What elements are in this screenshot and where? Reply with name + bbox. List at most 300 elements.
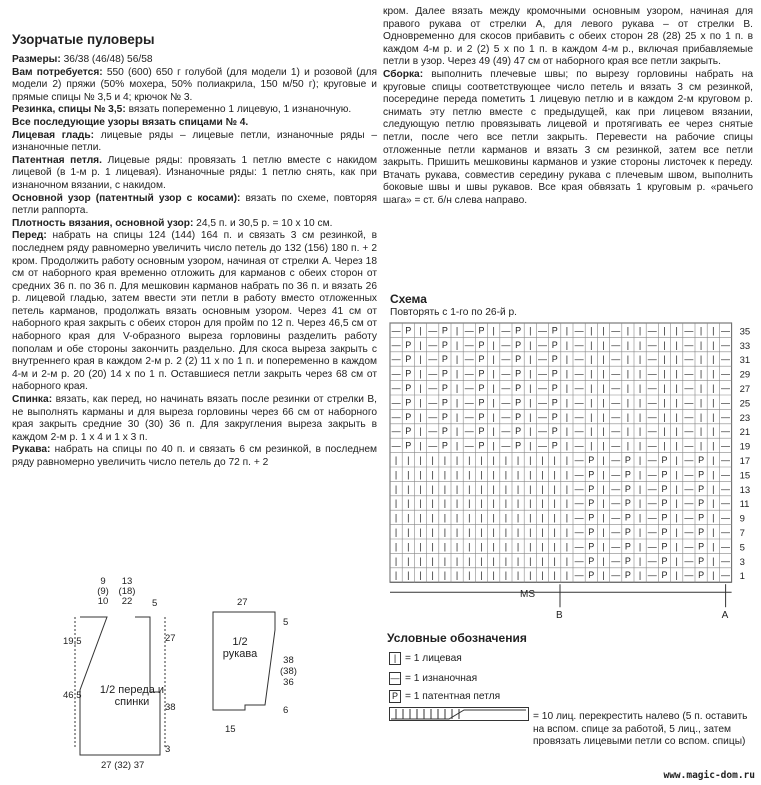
chart-symbol: — [647, 383, 657, 393]
chart-symbol: | [553, 527, 556, 537]
chart-symbol: | [419, 440, 422, 451]
chart-symbol: | [553, 555, 556, 566]
chart-symbol: | [638, 339, 642, 350]
chart-symbol: | [675, 411, 678, 422]
chart-symbol: — [684, 483, 694, 494]
chart-symbol: — [684, 383, 694, 393]
chart-symbol: — [464, 354, 474, 365]
chart-symbol: | [455, 383, 459, 393]
chart-symbol: | [602, 512, 605, 523]
patent-symbol: P [389, 690, 401, 703]
chart-symbol: — [574, 368, 584, 379]
chart-symbol: — [538, 411, 547, 422]
chart-symbol: | [407, 541, 410, 552]
chart-symbol: | [602, 498, 605, 509]
chart-symbol: | [590, 383, 593, 393]
chart-symbol: P [661, 498, 668, 509]
chart-symbol: — [721, 498, 730, 509]
chart-symbol: — [428, 397, 438, 408]
chart-symbol: P [405, 440, 412, 451]
chart-symbol: P [478, 411, 485, 422]
chart-symbol: | [626, 325, 630, 336]
chart-symbol: P [698, 512, 705, 523]
chart-symbol: P [478, 339, 485, 350]
chart-symbol: — [464, 411, 474, 422]
chart-symbol: — [684, 411, 694, 422]
chart-symbol: | [529, 469, 532, 480]
chart-symbol: — [574, 527, 584, 537]
chart-symbol: | [455, 469, 459, 480]
chart-symbol: — [684, 440, 694, 451]
chart-symbol: | [407, 527, 410, 537]
chart-symbol: P [588, 555, 595, 566]
chart-symbol: | [455, 512, 459, 523]
chart-symbol: P [588, 527, 595, 537]
chart-symbol: | [529, 455, 532, 465]
chart-symbol: — [611, 555, 621, 566]
chart-symbol: | [565, 512, 569, 523]
chart-symbol: | [638, 541, 642, 552]
chart-symbol: P [441, 426, 448, 437]
row-number: 3 [739, 556, 745, 568]
chart-symbol: P [551, 325, 558, 336]
row-number: 27 [739, 384, 751, 395]
chart-symbol: — [538, 325, 547, 336]
chart-symbol: | [492, 368, 495, 379]
chart-symbol: | [407, 512, 410, 523]
row-number: 33 [739, 340, 751, 352]
chart-symbol: — [647, 339, 657, 350]
chart-symbol: — [464, 368, 474, 379]
chart-symbol: | [419, 541, 422, 552]
row-number: 9 [739, 513, 745, 525]
chart-symbol: P [588, 512, 595, 523]
chart-symbol: — [684, 541, 694, 552]
chart-symbol: — [464, 397, 474, 408]
chart-symbol: P [698, 483, 705, 494]
chart-symbol: | [419, 354, 422, 365]
chart-symbol: | [638, 455, 642, 465]
chart-symbol: | [590, 325, 593, 336]
chart-symbol: | [419, 483, 422, 494]
chart-symbol: P [624, 498, 631, 509]
chart-symbol: P [698, 541, 705, 552]
chart-symbol: | [638, 512, 642, 523]
chart-symbol: | [663, 354, 666, 365]
ms-label: MS [520, 589, 535, 601]
chart-symbol: — [501, 354, 511, 365]
knitting-chart [388, 321, 758, 621]
chart-symbol: P [515, 426, 522, 437]
chart-symbol: | [712, 426, 715, 437]
chart-symbol: | [529, 339, 532, 350]
chart-symbol: P [624, 555, 631, 566]
chart-symbol: — [721, 483, 730, 494]
chart-symbol: | [712, 354, 715, 365]
chart-symbol: | [638, 570, 642, 581]
row-number: 13 [739, 484, 751, 496]
chart-symbol: | [565, 426, 569, 437]
purl-symbol: — [390, 673, 400, 683]
chart-symbol: — [611, 397, 621, 408]
chart-symbol: P [478, 354, 485, 365]
chart-symbol: | [419, 455, 422, 465]
chart-symbol: | [529, 555, 532, 566]
chart-symbol: — [464, 440, 474, 451]
paragraph: Размеры: 36/38 (46/48) 56/58 [12, 54, 153, 65]
chart-symbol: | [602, 383, 605, 393]
chart-symbol: | [455, 397, 459, 408]
chart-symbol: | [504, 469, 508, 480]
chart-symbol: P [624, 541, 631, 552]
chart-symbol: P [588, 455, 595, 465]
chart-symbol: P [698, 555, 705, 566]
chart-symbol: | [407, 498, 410, 509]
chart-symbol: | [504, 455, 508, 465]
chart-symbol: P [405, 411, 412, 422]
chart-symbol: — [721, 339, 730, 350]
chart-symbol: — [611, 541, 621, 552]
chart-symbol: | [602, 368, 605, 379]
chart-symbol: | [468, 555, 471, 566]
chart-symbol: | [431, 512, 434, 523]
chart-symbol: | [553, 498, 556, 509]
chart-symbol: | [419, 469, 422, 480]
chart-symbol: — [611, 325, 621, 336]
chart-symbol: | [516, 455, 520, 465]
paragraph: Плотность вязания, основной узор: 24,5 п. и 30,5 р. = 10 х 10 см. [12, 217, 333, 229]
chart-symbol: | [492, 397, 495, 408]
row-number: 29 [739, 369, 751, 381]
chart-symbol: — [647, 498, 657, 509]
chart-symbol: | [663, 426, 666, 437]
chart-symbol: | [529, 383, 532, 393]
chart-symbol: | [455, 541, 459, 552]
chart-symbol: | [699, 383, 703, 393]
chart-symbol: | [675, 469, 678, 480]
chart-symbol: P [441, 383, 448, 393]
chart-symbol: — [684, 455, 694, 465]
chart-symbol: | [394, 541, 398, 552]
chart-symbol: | [492, 383, 495, 393]
chart-symbol: — [428, 411, 438, 422]
chart-symbol: | [663, 368, 666, 379]
left-column [12, 32, 377, 470]
chart-symbol: | [431, 570, 434, 581]
chart-symbol: | [602, 354, 605, 365]
chart-symbol: | [419, 411, 422, 422]
arrow-a-label: A [721, 610, 729, 621]
chart-symbol: P [515, 411, 522, 422]
chart-symbol: — [611, 440, 621, 451]
chart-symbol: | [480, 455, 483, 465]
chart-symbol: — [647, 541, 657, 552]
chart-symbol: | [712, 325, 715, 336]
chart-symbol: | [468, 455, 471, 465]
chart-symbol: | [638, 555, 642, 566]
chart-symbol: | [431, 469, 434, 480]
chart-symbol: | [699, 397, 703, 408]
chart-symbol: P [551, 354, 558, 365]
chart-symbol: P [515, 397, 522, 408]
chart-symbol: — [647, 426, 657, 437]
chart-symbol: | [419, 527, 422, 537]
chart-symbol: — [574, 339, 584, 350]
sleeve-dim-bottom: 15 [225, 724, 236, 735]
chart-symbol: P [515, 440, 522, 451]
chart-symbol: — [464, 325, 474, 336]
chart-symbol: — [721, 368, 730, 379]
chart-symbol: — [574, 555, 584, 566]
chart-symbol: | [565, 397, 569, 408]
chart-symbol: | [407, 570, 410, 581]
chart-symbol: | [675, 339, 678, 350]
chart-symbol: — [574, 541, 584, 552]
chart-symbol: | [626, 440, 630, 451]
chart-symbol: | [602, 397, 605, 408]
chart-symbol: | [529, 541, 532, 552]
chart-symbol: P [698, 527, 705, 537]
chart-symbol: | [602, 411, 605, 422]
chart-symbol: | [516, 512, 520, 523]
chart-symbol: — [611, 426, 621, 437]
sleeve-pattern-diagram [205, 600, 285, 730]
chart-symbol: — [538, 339, 547, 350]
chart-symbol: | [602, 455, 605, 465]
chart-symbol: — [647, 512, 657, 523]
chart-symbol: — [647, 397, 657, 408]
chart-symbol: | [529, 570, 532, 581]
chart-symbol: | [675, 368, 678, 379]
chart-symbol: | [712, 339, 715, 350]
dim-right2: 38 [165, 702, 176, 713]
chart-symbol: | [541, 483, 544, 494]
chart-symbol: | [431, 555, 434, 566]
chart-symbol: — [721, 426, 730, 437]
legend-title: Условные обозначения [387, 631, 527, 645]
chart-symbol: | [431, 455, 434, 465]
chart-symbol: | [504, 541, 508, 552]
sleeve-dim-r5: 6 [283, 705, 289, 716]
chart-symbol: | [504, 498, 508, 509]
chart-symbol: — [391, 411, 401, 422]
chart-symbol: P [661, 527, 668, 537]
chart-symbol: — [684, 397, 694, 408]
chart-symbol: | [468, 541, 471, 552]
chart-symbol: — [647, 368, 657, 379]
assembly-paragraph [383, 69, 753, 208]
chart-symbol: | [590, 426, 593, 437]
sleeve-label: 1/2 рукава [222, 636, 258, 660]
chart-symbol: | [602, 469, 605, 480]
chart-symbol: P [441, 440, 448, 451]
chart-symbol: | [480, 469, 483, 480]
chart-symbol: — [721, 541, 730, 552]
chart-symbol: | [480, 527, 483, 537]
chart-symbol: — [611, 498, 621, 509]
chart-symbol: | [565, 570, 569, 581]
chart-symbol: | [516, 570, 520, 581]
chart-symbol: P [405, 354, 412, 365]
chart-symbol: | [529, 498, 532, 509]
chart-symbol: | [626, 339, 630, 350]
chart-symbol: P [478, 440, 485, 451]
paragraph: Вам потребуется: 550 (600) 650 г голубой (для модели 1) и розовой (для модели 2) пряжи (50% мохера, 50% полиакрила, 150 м/50 г); круговые и прямые спицы № 3,5 и 4; крючок № 3. [12, 66, 377, 103]
chart-symbol: | [480, 570, 483, 581]
chart-symbol: | [565, 455, 569, 465]
chart-symbol: | [492, 541, 495, 552]
chart-symbol: — [501, 426, 511, 437]
chart-symbol: P [551, 440, 558, 451]
left-paragraphs [12, 54, 377, 470]
chart-symbol: — [574, 455, 584, 465]
chart-symbol: | [419, 368, 422, 379]
chart-symbol: P [551, 339, 558, 350]
chart-symbol: — [501, 397, 511, 408]
chart-symbol: | [492, 498, 495, 509]
chart-symbol: — [464, 383, 474, 393]
chart-symbol: — [391, 383, 401, 393]
legend-cable-text: = 10 лиц. перекрестить налево (5 п. оставить на вспом. спице за работой, 5 лиц., затем провязать лицевыми петли со вспом. спицы) [533, 711, 748, 748]
chart-symbol: | [712, 383, 715, 393]
chart-symbol: — [391, 397, 401, 408]
chart-symbol: — [538, 440, 547, 451]
chart-symbol: | [699, 354, 703, 365]
chart-symbol: — [647, 325, 657, 336]
chart-symbol: — [611, 512, 621, 523]
chart-symbol: | [626, 411, 630, 422]
chart-symbol: — [574, 469, 584, 480]
chart-symbol: | [565, 368, 569, 379]
chart-symbol: | [419, 397, 422, 408]
chart-symbol: | [712, 469, 715, 480]
chart-symbol: P [661, 483, 668, 494]
chart-symbol: P [624, 527, 631, 537]
chart-symbol: — [721, 325, 730, 336]
chart-symbol: | [565, 339, 569, 350]
chart-symbol: | [663, 383, 666, 393]
chart-symbol: — [684, 339, 694, 350]
paragraph: Резинка, спицы № 3,5: вязать попеременно 1 лицевую, 1 изнаночную. [12, 104, 352, 116]
chart-symbol: | [602, 440, 605, 451]
chart-symbol: | [541, 555, 544, 566]
schema-title: Схема [390, 292, 427, 306]
row-number: 5 [739, 542, 745, 554]
chart-symbol: | [638, 483, 642, 494]
chart-symbol: | [492, 440, 495, 451]
chart-symbol: — [611, 469, 621, 480]
chart-symbol: — [721, 440, 730, 451]
assembly-text: выполнить плечевые швы; по вырезу горловины набрать на круговые спицы соответствующее число петель и вязать 3 см резинкой, посередине переда пометить 1 лицевую петлю и в каждом 2-м круговом р. снимать эту петлю вместе с предыдущей, как при лицевом вязании, следующую петлю провязывать лицевой и протягивать ее через снятые петли, после чего все петли закрыть. Перевести на рабочие спицы отложенные петли карманов и вязать 3 см резинкой, затем все петли закрыть. Пришить мешковины карманов и узкие стороны листочек к переду. Втачать рукава, совместив середину рукава с плечевым швом, выполнить боковые швы и швы рукавов. Все края обвязать 1 круговым р. «рачьего шага» = ст. б/н слева направо. [383, 68, 753, 206]
chart-symbol: | [529, 440, 532, 451]
row-number: 11 [739, 499, 750, 511]
chart-symbol: — [611, 339, 621, 350]
chart-symbol: | [394, 570, 398, 581]
chart-symbol: — [574, 411, 584, 422]
body-label: 1/2 переда и спинки [99, 684, 165, 708]
chart-symbol: | [541, 469, 544, 480]
dim-bottom: 27 (32) 37 [101, 760, 145, 771]
chart-symbol: | [638, 527, 642, 537]
chart-symbol: | [565, 411, 569, 422]
chart-symbol: — [391, 368, 401, 379]
chart-symbol: P [515, 339, 522, 350]
chart-symbol: — [574, 512, 584, 523]
chart-symbol: | [602, 339, 605, 350]
chart-symbol: P [478, 426, 485, 437]
chart-symbol: | [419, 570, 422, 581]
chart-symbol: — [684, 555, 694, 566]
chart-symbol: — [684, 426, 694, 437]
chart-symbol: — [391, 339, 401, 350]
chart-symbol: — [428, 383, 438, 393]
chart-symbol: | [492, 411, 495, 422]
chart-symbol: | [675, 512, 678, 523]
chart-symbol: | [590, 368, 593, 379]
chart-symbol: — [574, 498, 584, 509]
chart-symbol: — [647, 455, 657, 465]
chart-symbol: | [419, 339, 422, 350]
chart-symbol: — [647, 411, 657, 422]
article-title: Узорчатые пуловеры [12, 32, 155, 47]
chart-symbol: P [661, 512, 668, 523]
chart-symbol: | [712, 541, 715, 552]
chart-symbol: | [602, 527, 605, 537]
chart-symbol: | [455, 426, 459, 437]
chart-symbol: — [428, 440, 438, 451]
chart-symbol: — [611, 368, 621, 379]
row-number: 19 [739, 441, 751, 453]
chart-symbol: | [492, 455, 495, 465]
chart-symbol: — [501, 325, 511, 336]
chart-symbol: | [455, 483, 459, 494]
chart-symbol: | [699, 339, 703, 350]
chart-symbol: | [455, 325, 459, 336]
chart-symbol: | [431, 498, 434, 509]
chart-symbol: | [626, 397, 630, 408]
chart-symbol: | [492, 325, 495, 336]
chart-symbol: P [551, 411, 558, 422]
chart-symbol: | [590, 440, 593, 451]
chart-symbol: | [638, 383, 642, 393]
chart-symbol: | [699, 440, 703, 451]
chart-symbol: — [501, 368, 511, 379]
chart-symbol: P [441, 354, 448, 365]
chart-symbol: | [407, 483, 410, 494]
chart-symbol: | [492, 527, 495, 537]
chart-symbol: P [551, 368, 558, 379]
chart-symbol: | [455, 368, 459, 379]
chart-symbol: | [419, 555, 422, 566]
chart-symbol: — [574, 440, 584, 451]
chart-symbol: — [684, 498, 694, 509]
paragraph: Перед: набрать на спицы 124 (144) 164 п. и связать 3 см резинкой, в последнем ряду равномерно увеличить число петель до 132 (156) 180 п. + 2 кром. Продолжить работу основным узором, начиная от стрелки А. Через 18 см от наборного края временно отложить для карманов с обеих сторон от средних 36 п. по 36 п. Для мешковин карманов набрать по 36 п. и вязать 26 р. лицевой гладью, затем ввести эти петли в работу вместо отложенных петель карманов, продолжать вязать основным узором. Через 41 см от наборного края закрыть с обеих сторон для пройм по 12 п. Через 46,5 см от наборного края для V-образного выреза горловины разделить работу пополам и обе стороны закончить раздельно. Для скоса выреза закрыть с внутреннего края в каждом 2-м р. 2 (2) 11 х по 1 п. и попеременно в каждом 4-м и 2-м р. 20 (20) 14 х по 1 п. Оставшиеся петли закрыть через 68 см от наборного края. [12, 230, 377, 393]
chart-symbol: | [468, 570, 471, 581]
chart-symbol: | [455, 440, 459, 451]
row-number: 7 [739, 528, 745, 539]
chart-symbol: | [529, 325, 532, 336]
chart-symbol: — [684, 469, 694, 480]
chart-symbol: | [468, 469, 471, 480]
chart-symbol: — [501, 411, 511, 422]
chart-symbol: | [675, 483, 678, 494]
chart-symbol: P [624, 483, 631, 494]
chart-symbol: | [675, 426, 678, 437]
chart-symbol: | [602, 426, 605, 437]
row-number: 23 [739, 412, 751, 424]
chart-symbol: — [611, 411, 621, 422]
chart-symbol: — [501, 339, 511, 350]
